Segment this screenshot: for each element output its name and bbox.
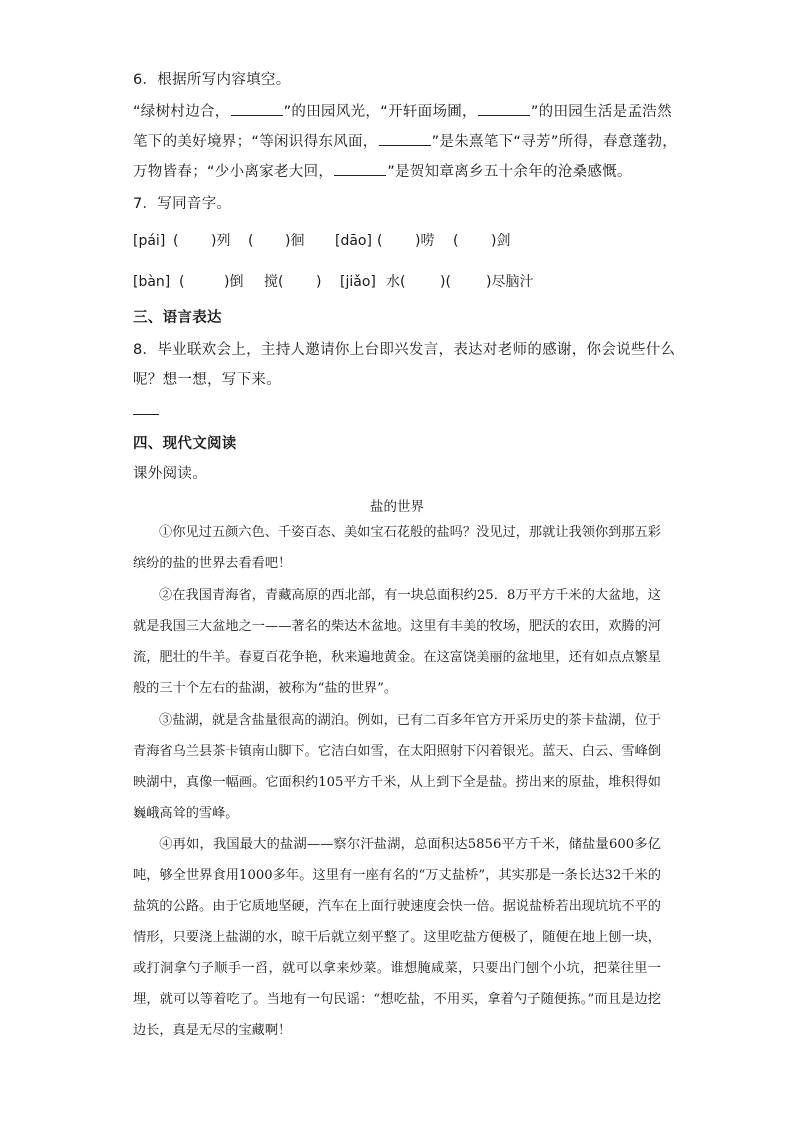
paren-open: ( [377, 233, 383, 249]
char-answer-slot[interactable]: )唠 [415, 233, 435, 249]
char-answer-slot[interactable]: )( [440, 274, 451, 290]
q6-text: 笔下的美好境界；“等闲识得东风面， [133, 134, 378, 150]
paren-open: ( [453, 233, 459, 249]
answer-blank[interactable] [379, 131, 431, 146]
paren-open: ( [179, 274, 185, 290]
q8-line-2: 呢？想一想，写下来。 [133, 372, 281, 388]
q6-title: 6．根据所写内容填空。 [133, 72, 291, 88]
q6-line-2 [133, 130, 677, 151]
q7-row-1 [133, 230, 510, 250]
article-paragraph-2: ②在我国青海省，青藏高原的西北部，有一块总面积约25．8万平方千米的大盆地，这就是我国三大盆地之一——著名的柴达木盆地。这里有丰美的牧场，肥沃的农田，欢腾的河流，肥壮的牛羊。春夏百花争艳，秋来遍地黄金。在这富饶美丽的盆地里，还有如点点繁星般的三十个左右的盐湖，被称为“盐的世界”。 [133, 588, 661, 696]
q6-text: 万物皆春；“少小离家老大回， [133, 164, 334, 180]
q7-row-2 [133, 271, 533, 291]
q7-title: 7．写同音字。 [133, 196, 232, 212]
section-3-heading: 三、语言表达 [133, 310, 222, 326]
reading-intro: 课外阅读。 [133, 466, 207, 482]
char-answer-slot: )尽脑汁 [486, 274, 534, 290]
q6-text: ”是贺知章离乡五十余年的沧桑感慨。 [387, 164, 632, 180]
article-paragraph-4: ④再如，我国最大的盐湖——察尔汗盐湖，总面积达5856平方千米，储盐量600多亿吨，够全世界食用1000多年。这里有一座有名的“万丈盐桥”，其实那是一条长达32千米的盐筑的公路。由于它质地坚硬，汽车在上面行驶速度会快一倍。据说盐桥若出现坑坑不平的情形，只要浇上盐湖的水，晾干后就立刻平整了。这里吃盐方便极了，随便在地上刨一块，或打洞拿勺子顺手一舀，就可以拿来炒菜。谁想腌咸菜，只要出门刨个小坑，把菜往里一埋，就可以等着吃了。当地有一句民谣：“想吃盐，不用买，拿着勺子随便拣。”而且是边挖边长，真是无尽的宝藏啊！ [133, 837, 661, 1038]
section-4-heading: 四、现代文阅读 [133, 436, 237, 452]
char-answer-slot[interactable]: 搅( [264, 274, 284, 290]
char-answer-slot[interactable]: )列 [211, 233, 231, 249]
q6-line-1 [133, 100, 672, 121]
q6-text: ”是朱熹笔下“寻芳”所得，春意蓬勃， [431, 134, 678, 150]
article-paragraph-1: ①你见过五颜六色、千姿百态、美如宝石花般的盐吗？没见过，那就让我领你到那五彩缤纷的盐的世界去看看吧！ [133, 525, 661, 571]
q8-line-1: 8．毕业联欢会上，主持人邀请你上台即兴发言，表达对老师的感谢，你会说些什么 [133, 342, 676, 358]
paren-open: ( [248, 233, 254, 249]
char-answer-slot[interactable]: 水( [386, 274, 406, 290]
article-paragraph-3: ③盐湖，就是含盐量很高的湖泊。例如，已有二百多年官方开采历史的茶卡盐湖，位于青海省乌兰县茶卡镇南山脚下。它洁白如雪，在太阳照射下闪着银光。蓝天、白云、雪峰倒映湖中，真像一幅画。它面积约105平方千米，从上到下全是盐。捞出来的原盐，堆积得如巍峨高耸的雪峰。 [133, 713, 661, 821]
pinyin-label: [pái] [133, 233, 166, 249]
answer-blank[interactable] [334, 161, 386, 176]
answer-blank[interactable] [478, 101, 530, 116]
char-answer-slot[interactable]: )剑 [491, 233, 511, 249]
paren-open: ( [173, 233, 179, 249]
pinyin-label: [jiǎo] [340, 274, 376, 290]
q6-line-3 [133, 160, 632, 181]
q6-text: “绿树村边合， [133, 104, 230, 120]
paren-close: ) [316, 274, 322, 290]
answer-blank[interactable] [231, 101, 283, 116]
answer-line[interactable] [133, 414, 159, 415]
pinyin-label: [dāo] [335, 233, 372, 249]
char-answer-slot[interactable]: )徊 [285, 233, 305, 249]
article-title: 盐的世界 [370, 499, 424, 515]
pinyin-label: [bàn] [133, 274, 171, 290]
char-answer-slot[interactable]: )倒 [224, 274, 244, 290]
q6-text: ”的田园生活是孟浩然 [530, 104, 672, 120]
q6-text: ”的田园风光，“开轩面场圃， [283, 104, 477, 120]
